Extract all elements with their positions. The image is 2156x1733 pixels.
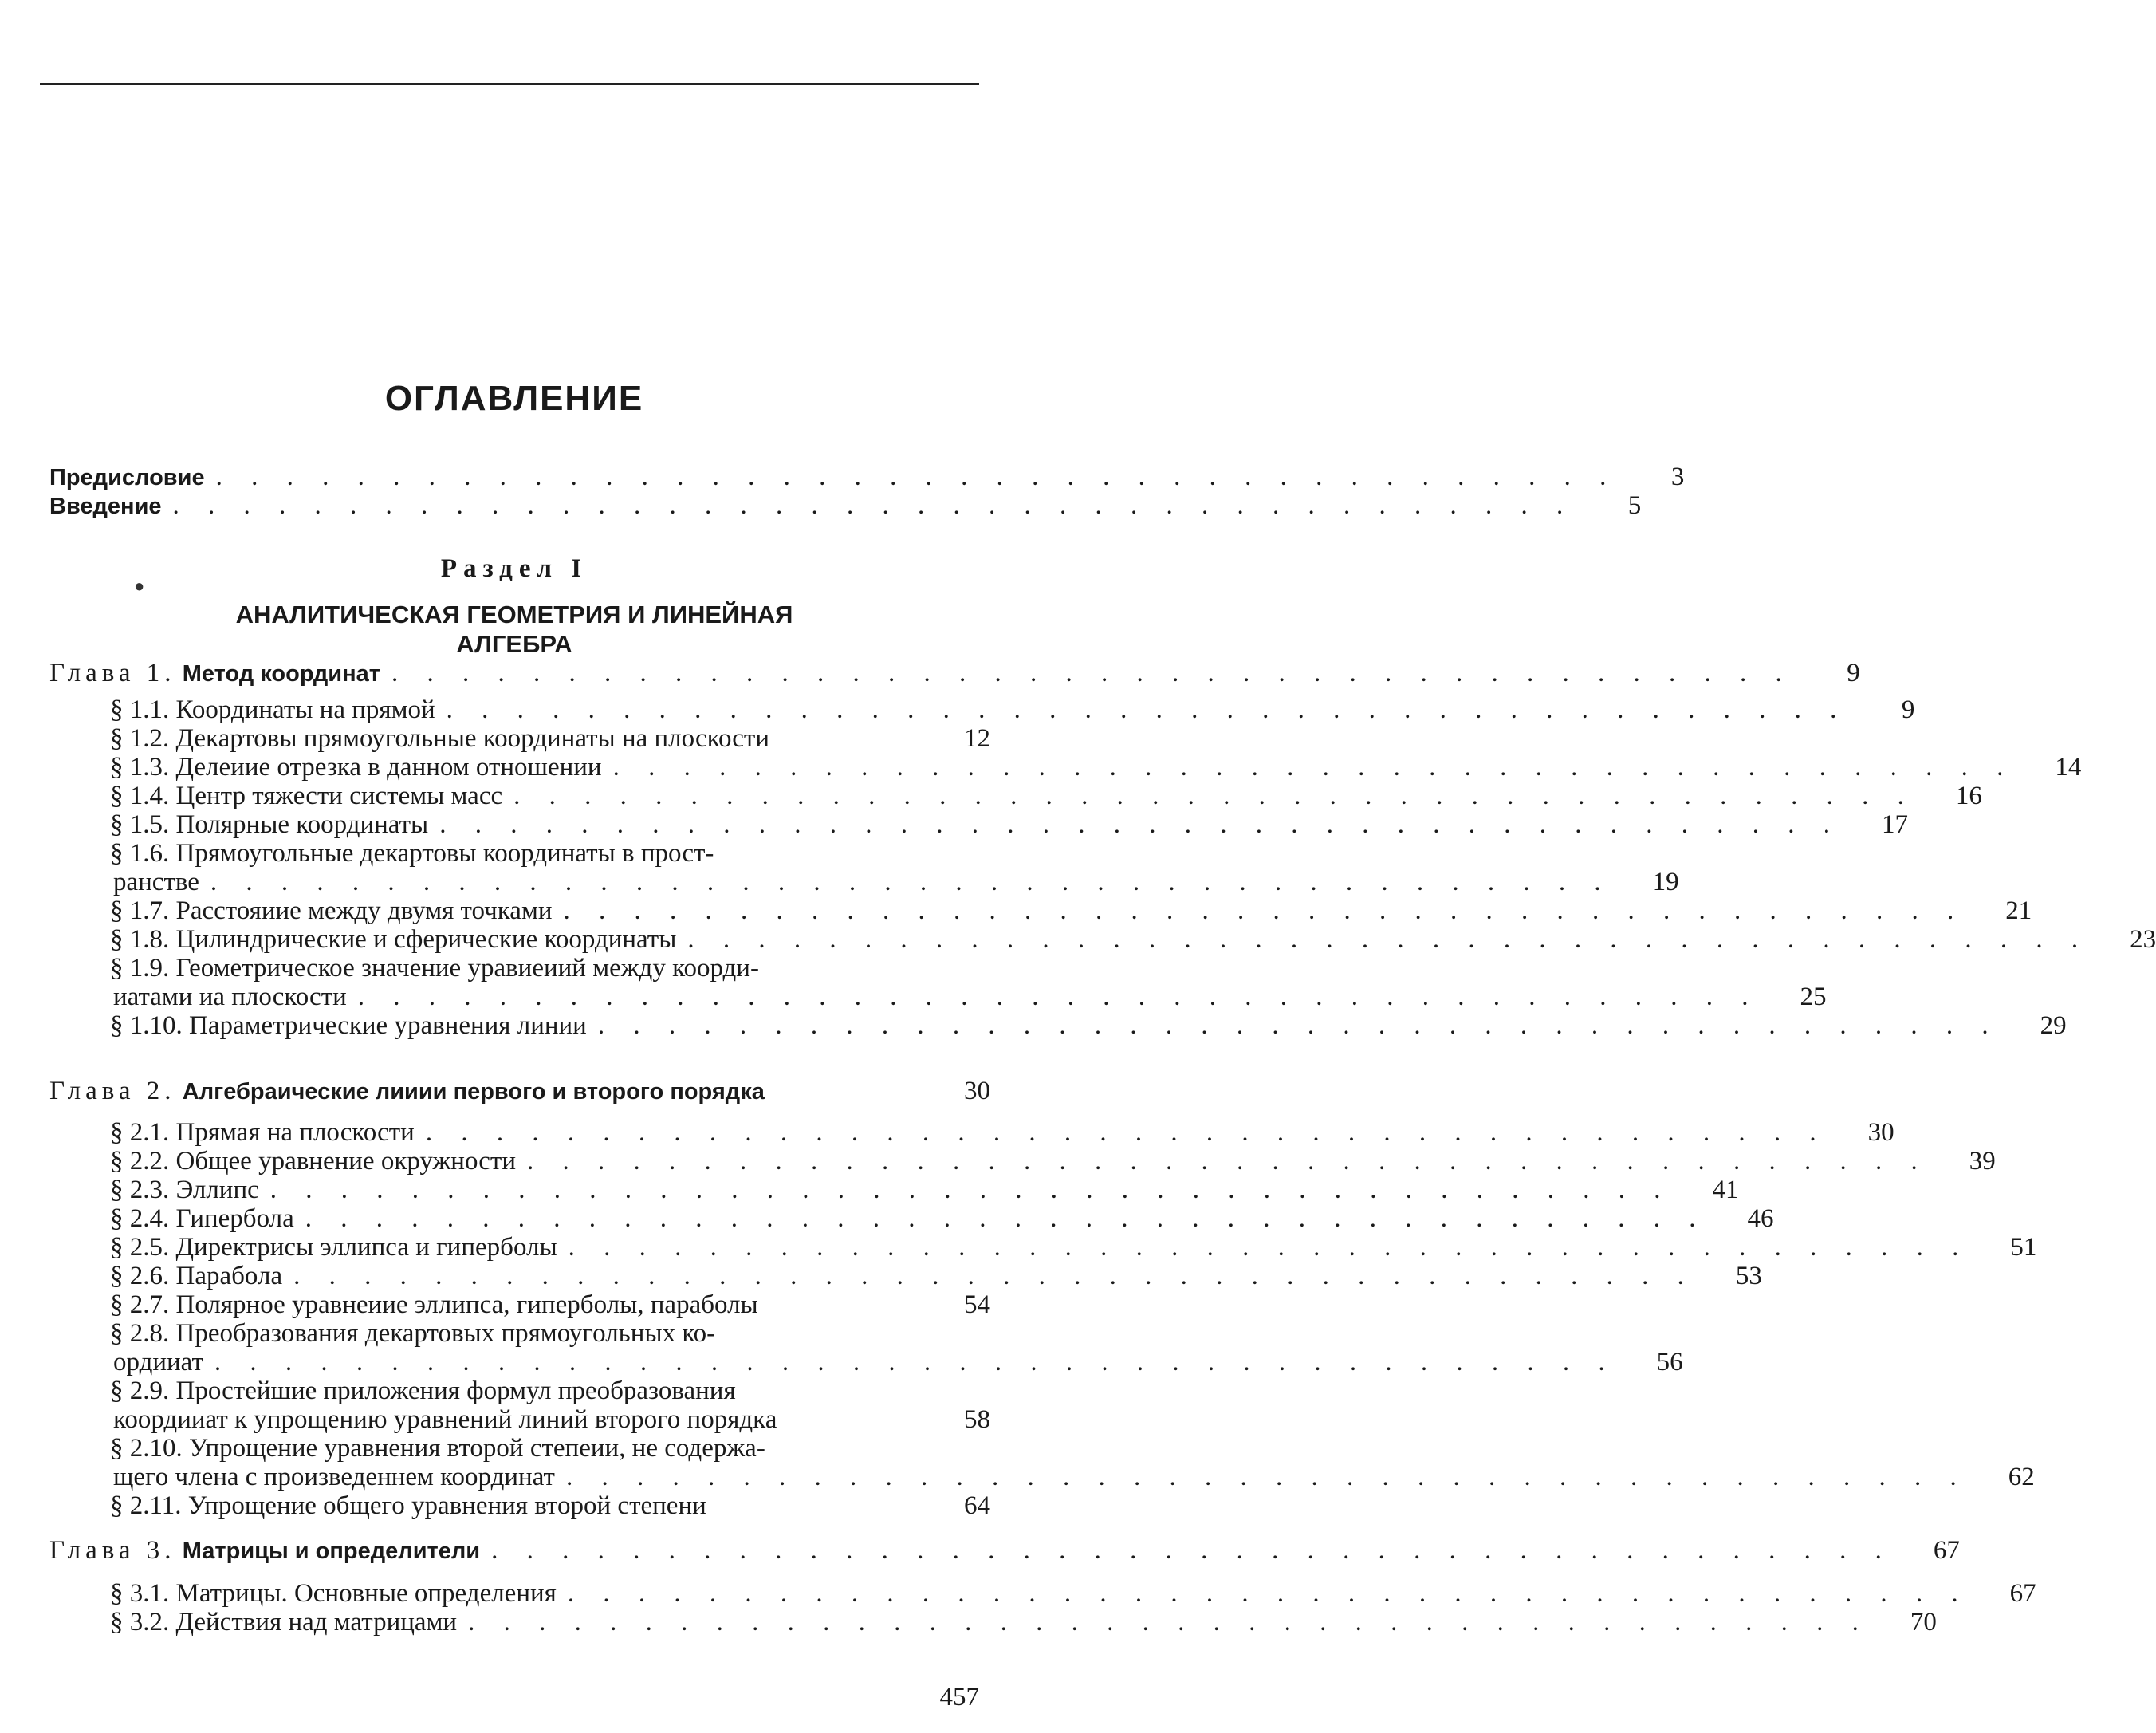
toc-entry-chapter-1[interactable] [49, 659, 1860, 687]
toc-entry[interactable] [110, 782, 1982, 810]
leader-dots: . . . . . . . . . . . . . . . . . . . . . . . . . . . . . . . . . . . . . . . . [439, 810, 1841, 839]
leader-dots: . . . . . . . . . . . . . . . . . . . . . . . . . . . . . . . . . . . . . . . . [513, 782, 1915, 810]
entry-label: § 1.1. Координаты на прямой [110, 695, 435, 724]
toc-entry[interactable] [110, 896, 2032, 925]
entry-label: § 2.11. Упрощение общего уравнения второй степени [110, 1491, 706, 1520]
entry-label: § 1.7. Расстояиие между двумя точками [110, 896, 553, 925]
leader-dots: . . . . . . . . . . . . . . . . . . . . . . . . . . . . . . . . . . . . . . . . [491, 1536, 1893, 1565]
leader-dots: . . . . . . . . . . . . . . . . . . . . . . . . . . . . . . . . . . . . . . . . [293, 1262, 1695, 1290]
toc-entry[interactable] [110, 724, 990, 753]
top-rule [40, 83, 979, 85]
entry-page: 9 [1901, 695, 1915, 724]
entry-label-line: § 1.9. Геометрическое значение уравиеиий между коорди- [110, 954, 759, 983]
entry-page: 3 [1670, 463, 1685, 491]
part-label: Раздел I [440, 554, 588, 583]
toc-entry-preface[interactable] [49, 463, 1685, 491]
toc-entry[interactable] [110, 1262, 1762, 1290]
toc-entry[interactable] [110, 1290, 990, 1319]
entry-page: 9 [1847, 659, 1860, 687]
entry-page: 12 [964, 724, 990, 753]
toc-entry[interactable] [110, 753, 2082, 782]
entry-label: § 1.5. Полярные координаты [110, 810, 429, 839]
leader-dots: . . . . . . . . . . . . . . . . . . . . . . . . . . . . . . . . . . . . . . . . [597, 1011, 2000, 1040]
toc-entry-introduction[interactable] [49, 491, 1642, 520]
entry-label-line: коордииат к упрощению уравнений линий второго порядка [113, 1405, 777, 1434]
entry-page: 19 [1652, 868, 1679, 896]
entry-label: § 3.1. Матрицы. Основные определения [110, 1579, 557, 1608]
toc-entry[interactable] [110, 1491, 990, 1520]
part-title-line: АНАЛИТИЧЕСКАЯ ГЕОМЕТРИЯ И ЛИНЕЙНАЯ [235, 601, 793, 628]
entry-page: 14 [2055, 753, 2082, 782]
entry-page: 46 [1747, 1204, 1774, 1233]
toc-entry[interactable] [110, 1176, 1739, 1204]
entry-label: § 1.10. Параметрические уравнения линии [110, 1011, 587, 1040]
entry-label-line: щего члена с произведеннем координат [113, 1463, 555, 1491]
entry-label: Предисловие [49, 465, 205, 490]
page-title: ОГЛАВЛЕНИЕ [384, 379, 644, 418]
entry-label: § 2.6. Парабола [110, 1262, 283, 1290]
entry-page: 5 [1627, 491, 1642, 520]
toc-entry[interactable] [110, 1118, 1894, 1147]
bullet-mark: ● [134, 576, 145, 596]
chapter-title: Матрицы и определители [182, 1538, 481, 1564]
toc-entry[interactable] [110, 695, 1915, 724]
entry-label-line: иатами иа плоскости [113, 983, 347, 1011]
entry-label: § 2.3. Эллипс [110, 1176, 259, 1204]
toc-entry[interactable] [110, 1204, 1774, 1233]
entry-page: 39 [1969, 1147, 1996, 1176]
chapter-1 [49, 659, 2156, 1040]
toc-entry[interactable] [110, 1579, 2036, 1608]
toc-entry[interactable] [110, 1011, 2067, 1040]
leader-dots: . . . . . . . . . . . . . . . . . . . . . . . . . . . . . . . . . . . . . . . . [425, 1118, 1827, 1147]
part-title [0, 600, 1029, 659]
entry-page: 53 [1735, 1262, 1762, 1290]
toc-entry[interactable] [110, 1147, 1996, 1176]
leader-dots: . . . . . . . . . . . . . . . . . . . . . . . . . . . . . . . . . . . . . . . . [305, 1204, 1707, 1233]
entry-page: 62 [2008, 1463, 2035, 1491]
chapter-title: Метод координат [182, 661, 380, 687]
leader-dots: . . . . . . . . . . . . . . . . . . . . . . . . . . . . . . . . . . . . . . . . [687, 925, 2090, 954]
entry-label: § 3.2. Действия над матрицами [110, 1608, 458, 1637]
leader-dots: . . . . . . . . . . . . . . . . . . . . . . . . . . . . . . . . . . . . . . . . [357, 983, 1760, 1011]
leader-dots: . . . . . . . . . . . . . . . . . . . . . . . . . . . . . . . . . . . . . . . . [214, 1348, 1616, 1377]
leader-dots: . . . . . . . . . . . . . . . . . . . . . . . . . . . . . . . . . . . . . . . . [172, 491, 1575, 520]
toc-entry-chapter-2[interactable] [49, 1077, 990, 1105]
entry-label-line: ордииат [113, 1348, 203, 1377]
entry-label-line: ранстве [113, 868, 199, 896]
entry-label: Введение [49, 494, 162, 519]
leader-dots: . . . . . . . . . . . . . . . . . . . . . . . . . . . . . . . . . . . . . . . . [468, 1608, 1870, 1637]
toc-entry-wrapped[interactable] [49, 1319, 1683, 1377]
entry-label: § 2.4. Гипербола [110, 1204, 294, 1233]
entry-page: 30 [1867, 1118, 1894, 1147]
leader-dots: . . . . . . . . . . . . . . . . . . . . . . . . . . . . . . . . . . . . . . . . [210, 868, 1612, 896]
leader-dots: . . . . . . . . . . . . . . . . . . . . . . . . . . . . . . . . . . . . . . . . [568, 1233, 1970, 1262]
entry-label-line: § 2.10. Упрощение уравнения второй степеии, не содержа- [110, 1434, 765, 1463]
entry-page: 25 [1800, 983, 1827, 1011]
toc-entry-wrapped[interactable] [49, 1377, 990, 1434]
entry-page: 56 [1656, 1348, 1683, 1377]
entry-page: 64 [964, 1491, 990, 1520]
toc-entry-wrapped[interactable] [49, 839, 1679, 896]
leader-dots: . . . . . . . . . . . . . . . . . . . . . . . . . . . . . . . . . . . . . . . . [391, 659, 1793, 687]
toc-entry[interactable] [110, 810, 1908, 839]
entry-label-line: § 2.8. Преобразования декартовых прямоугольных ко- [110, 1319, 716, 1348]
toc-entry-wrapped[interactable] [49, 1434, 2035, 1491]
toc-entry-wrapped[interactable] [49, 954, 1827, 1011]
entry-label-line: § 2.9. Простейшие приложения формул преобразования [110, 1377, 736, 1405]
entry-label: § 1.2. Декартовы прямоугольные координаты на плоскости [110, 724, 770, 753]
entry-label: § 1.4. Центр тяжести системы масс [110, 782, 503, 810]
entry-label: § 2.1. Прямая на плоскости [110, 1118, 415, 1147]
chapter-3 [49, 1536, 2036, 1637]
entry-page: 21 [2005, 896, 2032, 925]
entry-page: 51 [2010, 1233, 2037, 1262]
entry-page: 29 [2040, 1011, 2067, 1040]
entry-label: § 1.3. Делеиие отрезка в данном отношении [110, 753, 602, 782]
chapter-title: Алгебраические лииии первого и второго порядка [182, 1079, 765, 1105]
entry-page: 41 [1712, 1176, 1739, 1204]
page-number: 457 [939, 1683, 979, 1711]
entry-label: § 1.8. Цилиндрические и сферические координаты [110, 925, 677, 954]
entry-label-line: § 1.6. Прямоугольные декартовы координаты в прост- [110, 839, 714, 868]
front-matter [49, 463, 1685, 520]
leader-dots: . . . . . . . . . . . . . . . . . . . . . . . . . . . . . . . . . . . . . . . . [563, 896, 1965, 925]
chapter-prefix: Глава 3. [49, 1536, 176, 1565]
entry-page: 67 [1933, 1536, 1960, 1565]
leader-dots: . . . . . . . . . . . . . . . . . . . . . . . . . . . . . . . . . . . . . . . . [527, 1147, 1929, 1176]
leader-dots: . . . . . . . . . . . . . . . . . . . . . . . . . . . . . . . . . . . . . . . . [565, 1463, 1968, 1491]
entry-page: 70 [1910, 1608, 1937, 1637]
toc-entry[interactable] [110, 1608, 1937, 1637]
toc-entry[interactable] [110, 925, 2156, 954]
entry-page: 17 [1881, 810, 1908, 839]
entry-label: § 2.2. Общее уравнение окружности [110, 1147, 517, 1176]
leader-dots: . . . . . . . . . . . . . . . . . . . . . . . . . . . . . . . . . . . . . . . . [612, 753, 2015, 782]
entry-label: § 2.5. Директрисы эллипса и гиперболы [110, 1233, 557, 1262]
leader-dots: . . . . . . . . . . . . . . . . . . . . . . . . . . . . . . . . . . . . . . . . [567, 1579, 1969, 1608]
chapter-prefix: Глава 1. [49, 659, 176, 687]
chapter-2 [49, 1077, 2037, 1520]
leader-dots: . . . . . . . . . . . . . . . . . . . . . . . . . . . . . . . . . . . . . . . . [270, 1176, 1672, 1204]
entry-page: 67 [2009, 1579, 2036, 1608]
toc-entry[interactable] [110, 1233, 2037, 1262]
entry-page: 16 [1955, 782, 1982, 810]
leader-dots: . . . . . . . . . . . . . . . . . . . . . . . . . . . . . . . . . . . . . . . . [215, 463, 1618, 491]
entry-label: § 2.7. Полярное уравнеиие эллипса, гиперболы, параболы [110, 1290, 758, 1319]
leader-dots: . . . . . . . . . . . . . . . . . . . . . . . . . . . . . . . . . . . . . . . . [446, 695, 1848, 724]
toc-entry-chapter-3[interactable] [49, 1536, 1960, 1565]
chapter-prefix: Глава 2. [49, 1077, 176, 1105]
part-title-line: АЛГЕБРА [456, 630, 572, 658]
entry-page: 23 [2130, 925, 2156, 954]
entry-page: 54 [964, 1290, 990, 1319]
entry-page: 58 [964, 1405, 990, 1434]
entry-page: 30 [964, 1077, 990, 1105]
